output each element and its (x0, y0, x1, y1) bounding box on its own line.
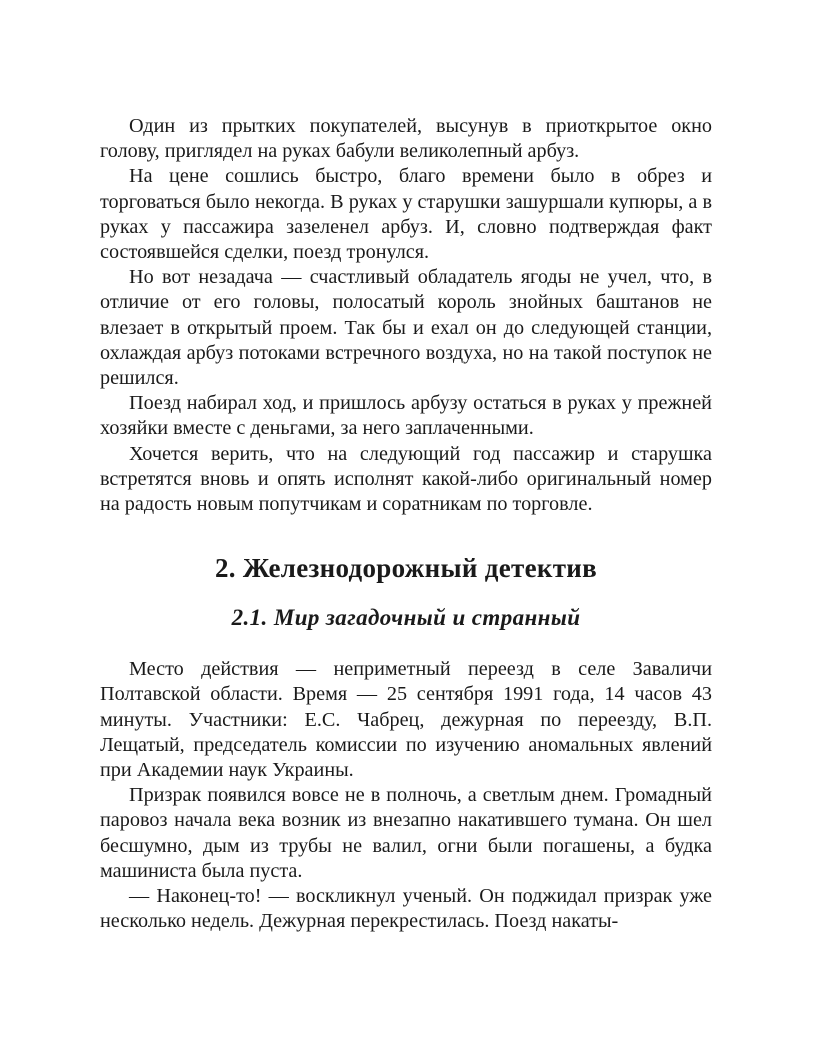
paragraph-hope: Хочется верить, что на следующий год пассажир и старушка встретятся вновь и опять исполнят какой-либо оригинальный номер на радость новым попутчикам и соратникам по торговле. (100, 442, 712, 516)
paragraph-scene: Место действия — неприметный переезд в селе Заваличи Полтавской области. Время — 25 сентября 1991 года, 14 часов 43 минуты. Участники: Е.С. Чабрец, дежурная по переезду, В.П. Лещатый, председатель комиссии по изучению аномальных явлений при Академии наук Украины. (100, 658, 712, 782)
book-page (100, 114, 712, 934)
paragraph-problem: Но вот незадача — счастливый обладатель ягоды не учел, что, в отличие от его головы, полосатый король знойных баштанов не влезает в открытый проем. Так бы и ехал он до следующей станции, охлаждая арбуз потоками встречного воздуха, но на такой поступок не решился. (100, 266, 712, 390)
paragraph-train-speed: Поезд набирал ход, и пришлось арбузу остаться в руках у прежней хозяйки вместе с деньгами, за него заплаченными. (100, 392, 712, 440)
paragraph-exclamation: — Наконец-то! — воскликнул ученый. Он поджидал призрак уже несколько недель. Дежурная перекрестилась. Поезд накаты- (100, 885, 712, 933)
paragraph-deal: На цене сошлись быстро, благо времени было в обрез и торговаться было некогда. В руках у старушки зашуршали купюры, а в руках у пассажира зазеленел арбуз. И, словно подтверждая факт состоявшейся сделки, поезд тронулся. (100, 165, 712, 264)
paragraph-ghost: Призрак появился вовсе не в полночь, а светлым днем. Громадный паровоз начала века возник из внезапно накатившего тумана. Он шел бесшумно, дым из трубы не валил, огни были погашены, а будка машиниста была пуста. (100, 784, 712, 882)
chapter-heading: 2. Железнодорожный детектив (214, 553, 598, 584)
section-heading: 2.1. Мир загадочный и странный (231, 605, 581, 631)
paragraph-buyer: Один из прытких покупателей, высунув в приоткрытое окно голову, приглядел на руках бабули великолепный арбуз. (100, 115, 712, 163)
